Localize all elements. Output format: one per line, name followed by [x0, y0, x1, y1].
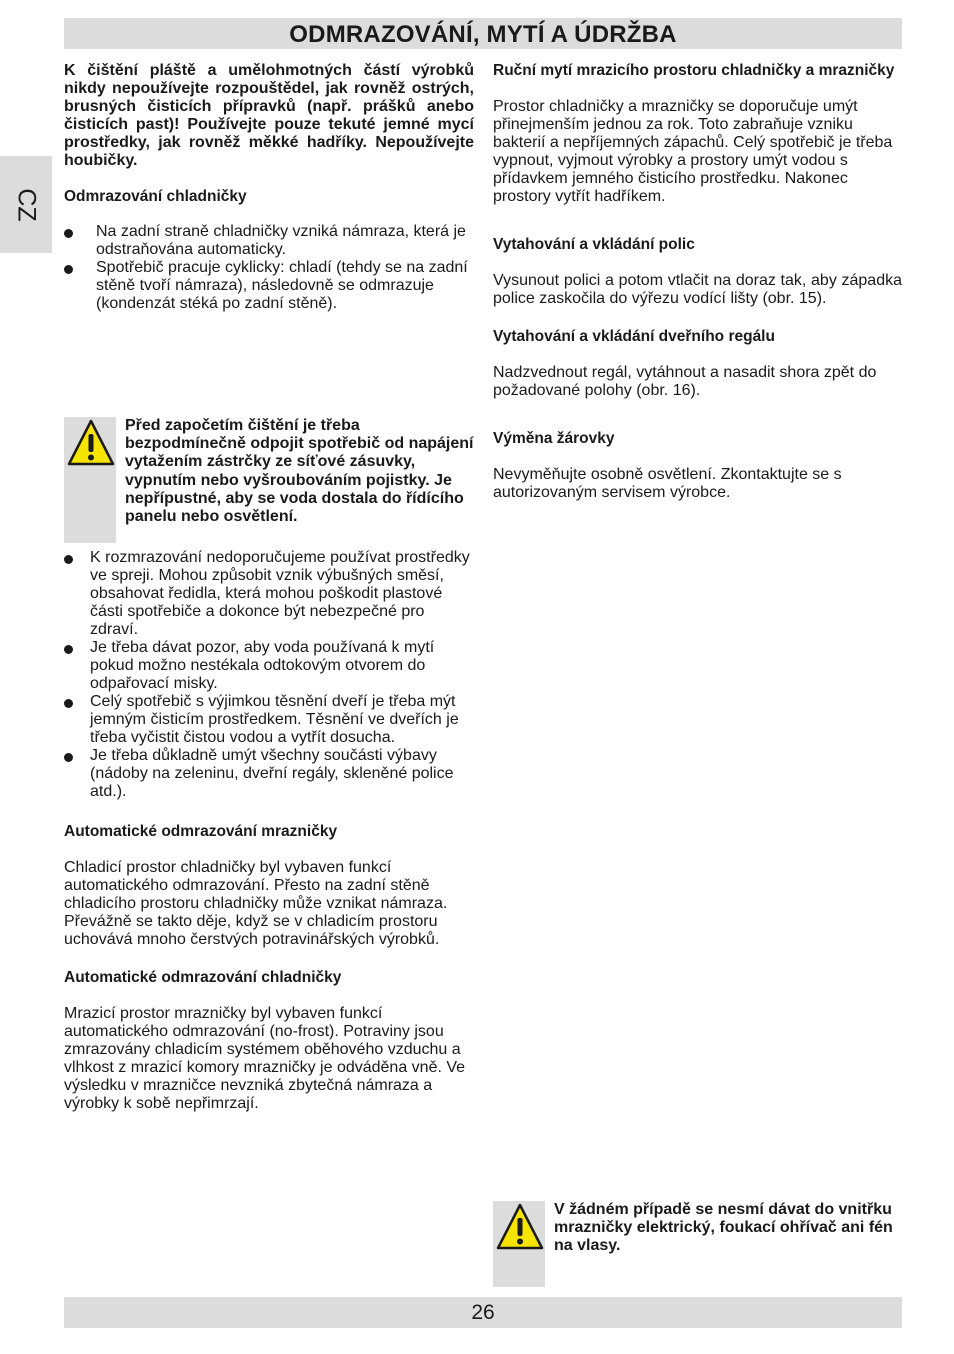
title-bar [64, 18, 902, 49]
warning-text-left: Před započetím čištění je třeba bezpodmínečně odpojit spotřebič od napájení vytažením zástrčky ze síťové zásuvky, vypnutím nebo vyšroubováním pojistky. Je nepřípustné, aby se voda dostala do řídícího panelu nebo osvětlení. [125, 417, 474, 526]
manual-wash-text: Prostor chladničky a mrazničky se doporučuje umýt přinejmenším jednou za rok. Toto zabraňuje vzniku bakterií a nepříjemných zápachů. Celý spotřebič je třeba vypnout, vyjmout výrobky a prostory umýt vodou s přídavkem jemného čisticího prostředku. Nakonec prostory vytřít hadříkem. [493, 98, 893, 205]
warning-triangle-icon [495, 1201, 545, 1253]
manual-wash-heading: Ruční mytí mrazicího prostoru chladničky a mrazničky [493, 62, 895, 79]
warning-box-right [493, 1201, 902, 1287]
auto-fridge-heading: Automatické odmrazování chladničky [64, 969, 342, 986]
warning-icon-column [493, 1201, 545, 1287]
auto-freezer-text: Chladicí prostor chladničky byl vybaven funkcí automatického odmrazování. Přesto na zadní stěně chladicího prostoru chladničky může vznikat námraza. Převážně se takto děje, když se v chladicím prostoru uchovává mnoho čerstvých potravinářských výrobků. [64, 859, 448, 948]
page-title: ODMRAZOVÁNÍ, MYTÍ A ÚDRŽBA [289, 21, 677, 48]
left-column [64, 62, 474, 313]
language-tab [0, 156, 52, 253]
language-tab-label: CZ [12, 187, 41, 222]
page-number: 26 [471, 1301, 495, 1324]
shelves-heading: Vytahování a vkládání polic [493, 236, 695, 253]
door-rack-text: Nadzvednout regál, vytáhnout a nasadit shora zpět do požadované polohy (obr. 16). [493, 364, 877, 399]
list-item: Celý spotřebič s výjimkou těsnění dveří je třeba mýt jemným čisticím prostředkem. Těsnění ve dveřích je třeba vyčistit čistou vodou a vytřít dosucha. [64, 693, 474, 747]
intro-warning-text: K čištění pláště a umělohmotných částí výrobků nikdy nepoužívejte rozpouštědel, jak rovněž ostrých, brusných čisticích přípravků (např. prášků anebo čisticích past)! Používejte pouze tekuté jemné mycí prostředky, jak rovněž měkké hadříky. Nepoužívejte houbičky. [64, 62, 474, 169]
list-item: Je třeba důkladně umýt všechny součásti výbavy (nádoby na zeleninu, dveřní regály, skleněné police atd.). [64, 747, 474, 801]
list-item: Spotřebič pracuje cyklicky: chladí (tehdy se na zadní stěně tvoří námraza), následovně se odmrazuje (kondenzát stéká po zadní stěně). [64, 259, 474, 313]
warning-text-right: V žádném případě se nesmí dávat do vnitřku mrazničky elektrický, foukací ohřívač ani fén na vlasy. [554, 1201, 893, 1255]
defrost-fridge-heading: Odmrazování chladničky [64, 188, 247, 205]
care-section [64, 549, 474, 1113]
auto-fridge-text: Mrazicí prostor mrazničky byl vybaven funkcí automatického odmrazování (no-frost). Potraviny jsou zmrazovány chladicím systémem oběhového vzduchu a vlhkost z mrazicí komory mrazničky je odváděna vně. Ve výsledku v mrazničce nevzniká zbytečná námraza a výrobky k sobě nepřimrzají. [64, 1005, 466, 1112]
auto-freezer-heading: Automatické odmrazování mrazničky [64, 823, 338, 840]
defrost-bullet-list [64, 223, 474, 313]
warning-triangle-icon [66, 417, 116, 469]
care-bullet-list [64, 549, 474, 801]
bulb-text: Nevyměňujte osobně osvětlení. Zkontaktujte se s autorizovaným servisem výrobce. [493, 466, 842, 501]
bulb-heading: Výměna žárovky [493, 430, 615, 447]
list-item: Je třeba dávat pozor, aby voda používaná k mytí pokud možno nestékala odtokovým otvorem do odpařovací misky. [64, 639, 474, 693]
list-item: K rozmrazování nedoporučujeme používat prostředky ve spreji. Mohou způsobit vznik výbušných směsí, obsahovat ředidla, která mohou poškodit plastové části spotřebiče a dokonce být nebezpečné pro zdraví. [64, 549, 474, 639]
right-column [493, 62, 902, 502]
footer-bar [64, 1297, 902, 1328]
warning-box-left [64, 417, 474, 543]
list-item: Na zadní straně chladničky vzniká námraza, která je odstraňována automaticky. [64, 223, 474, 259]
warning-icon-column [64, 417, 116, 543]
shelves-text: Vysunout polici a potom vtlačit na doraz tak, aby západka police zaskočila do výřezu vodící lišty (obr. 15). [493, 272, 902, 307]
door-rack-heading: Vytahování a vkládání dveřního regálu [493, 328, 775, 345]
